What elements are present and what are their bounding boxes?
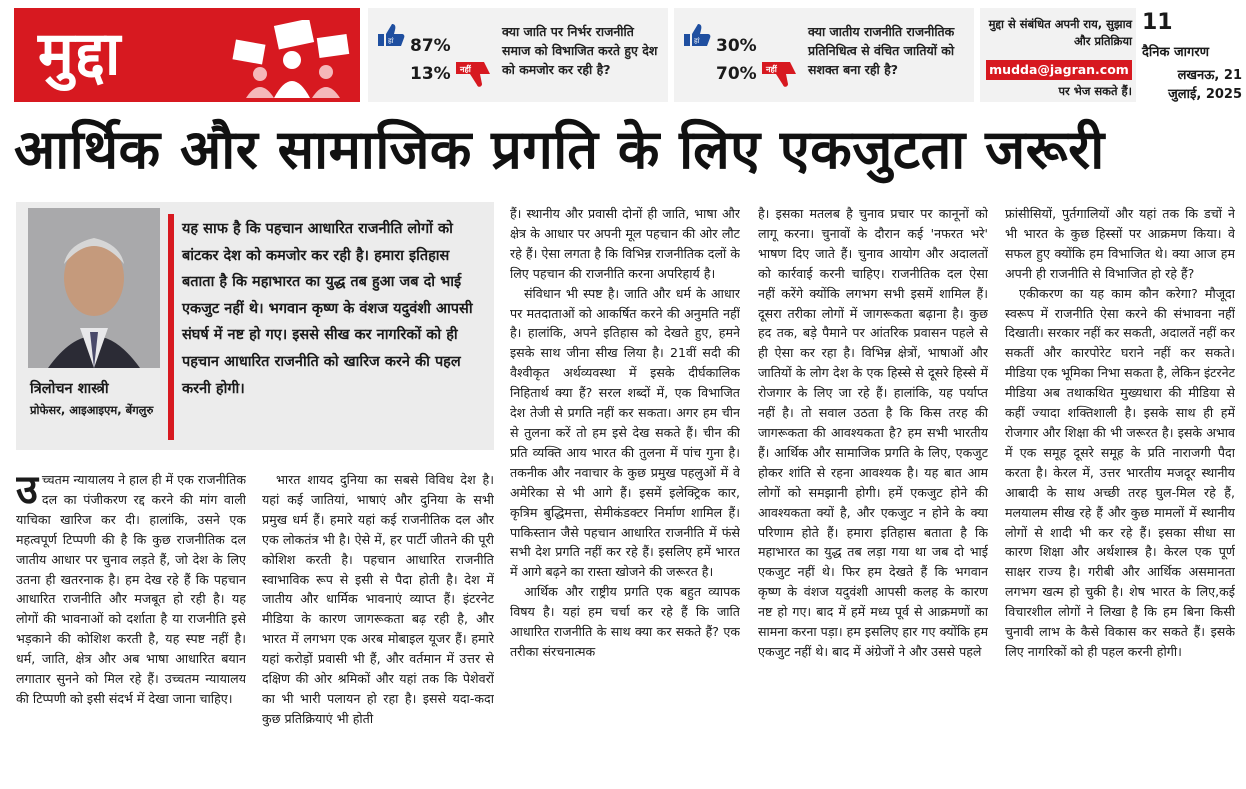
author-photo <box>28 208 160 368</box>
contact-suffix: पर भेज सकते हैं। <box>1058 84 1132 98</box>
author-name: त्रिलोचन शास्त्री <box>30 381 109 397</box>
author-role: प्रोफेसर, आइआइएम, बेंगलुरु <box>30 403 154 417</box>
poll1-no-label: नहीं <box>460 65 471 74</box>
pull-quote: यह साफ है कि पहचान आधारित राजनीति लोगों को बांटकर देश को कमजोर कर रही है। हमारा इतिहास बताता है कि महाभारत का युद्ध तब हुआ जब दो भाई एकजुट नहीं थे। भगवान कृष्ण के वंशज यदुवंशी आपसी संघर्ष में नष्ट हो गए। इससे सीख कर नागरिकों को ही पहचान आधारित राजनीति को खारिज करने की पहल करनी होगी। <box>182 221 473 397</box>
paragraph: है। इसका मतलब है चुनाव प्रचार पर कानूनों को लागू करना। चुनावों के दौरान कई 'नफरत भरे' भाषण दिए जाते हैं। चुनाव आयोग और अदालतों को कार्रवाई करनी चाहिए। राजनीतिक दल ऐसा नहीं करेंगे क्योंकि लगभग सभी इसमें शामिल हैं। दूसरा तरीका लोगों में जागरूकता बढ़ाना है। कुछ हद तक, बड़े पैमाने पर आंतरिक प्रवासन पहले से ही ऐसा कर रहा है। विभिन्न क्षेत्रों, भाषाओं और जातियों के लोग देश के एक हिस्से से दूसरे हिस्से में रोजगार के लिए जा रहे हैं। हालांकि, यह पर्याप्त नहीं है। तो सवाल उठता है कि किस तरह की जागरूकता की आवश्यकता है? हम सभी भारतीय हैं। आर्थिक और सामाजिक प्रगति के लिए, एकजुट होकर शांति से रहना आवश्यक है। यह बात आम लोगों को समझानी होगी। हमें एकजुट होने की आवश्यकता क्यों है, और एकजुट न होने के क्या परिणाम होते हैं। हमारा इतिहास बताता है कि महाभारत का युद्ध तब लड़ा गया था जब दो भाई एकजुट नहीं थे। फिर हम देखते हैं कि भगवान कृष्ण के वंशज यदुवंशी आपसी कलह के कारण नष्ट हो गए। बाद में हमें मध्य पूर्व से आक्रमणों का सामना करना पड़ा। हम इसलिए हार गए क्योंकि हम एकजुट नहीं थे। बाद में अंग्रेजों ने और उससे पहले <box>758 206 988 659</box>
contact-email[interactable]: mudda@jagran.com <box>986 60 1132 80</box>
article-column-3 <box>510 204 740 784</box>
dateline: लखनऊ, 21 जुलाई, 2025 <box>1168 68 1242 102</box>
paragraph: संविधान भी स्पष्ट है। जाति और धर्म के आधार पर मतदाताओं को आकर्षित करने की अनुमति नहीं है। हालांकि, अपने इतिहास को देखते हुए, हमने इसके साथ जीना सीख लिया है। 21वीं सदी की वैश्वीकृत अर्थव्यवस्था में इसके दीर्घकालिक निहितार्थ क्या हैं? सरल शब्दों में, एक विभाजित देश तेजी से प्रगति नहीं कर सकता। अगर हम चीन से तुलना करें तो हम इसे देख सकते हैं। चीन की प्रति व्यक्ति आय भारत की तुलना में पांच गुना है। तकनीक और नवाचार के कुछ प्रमुख पहलुओं में वे अमेरिका से भी आगे हैं। इसमें इलेक्ट्रिक कार, कृत्रिम बुद्धिमत्ता, सेमीकंडक्टर निर्माण शामिल हैं। पाकिस्तान जैसे पहचान आधारित राजनीति में फंसे सभी देश प्रगति नहीं कर रहे हैं। इसलिए हमें भारत में आगे बढ़ने का रास्ता खोजने की जरूरत है। <box>510 285 740 580</box>
poll-box-1 <box>368 8 668 102</box>
paragraph: भारत शायद दुनिया का सबसे विविध देश है। यहां कई जातियां, भाषाएं और दुनिया के सभी प्रमुख धर्म हैं। हमारे यहां कई राजनीतिक दल और एक लोकतंत्र भी है। ऐसे में, हर पार्टी जीतने की पूरी कोशिश करती है। पहचान आधारित राजनीति स्वाभाविक रूप से इसी से पैदा होती है। देश में जातीय और धार्मिक भावनाएं व्याप्त हैं। इंटरनेट मीडिया के कारण जागरूकता बढ़ रही है, और भारत में लगभग एक अरब मोबाइल यूजर हैं। हमारे यहां करोड़ों प्रवासी भी हैं, और वर्तमान में उत्तर से दक्षिण की ओर श्रमिकों और यहां तक कि पेशेवरों का भी भारी पलायन हो रहा है। इससे यदा-कदा कुछ प्रतिक्रियाएं भी होती <box>262 472 494 726</box>
thumbs-down-icon <box>454 58 494 90</box>
article-column-1 <box>16 470 246 782</box>
poll2-yes-label: हां <box>694 37 700 45</box>
newspaper-name: दैनिक जागरण <box>1142 45 1210 60</box>
poll2-yes-percent: 30% <box>716 36 757 56</box>
thumbs-down-icon <box>760 58 800 90</box>
author-quote-box <box>16 202 494 450</box>
article-column-4 <box>758 204 988 784</box>
paragraph: एकीकरण का यह काम कौन करेगा? मौजूदा स्वरूप में राजनीति ऐसा करने की संभावना नहीं दिखाती। सरकार नहीं कर सकती, अदालतें नहीं कर सकतीं और कारपोरेट घराने नहीं कर सकते। मीडिया एक भूमिका निभा सकता है, लेकिन इंटरनेट मीडिया अब तथाकथित मुख्यधारा की मीडिया से कहीं ज्यादा शक्तिशाली है। इसके साथ ही हमें रोजगार और शिक्षा की भी जरूरत है। इसके अभाव में एक समूह दूसरे समूह के प्रति नाराजगी पैदा करता है। केरल में, उत्तर भारतीय मजदूर स्थानीय आबादी के साथ अच्छी तरह घुल-मिल रहे हैं, मलयालम सीख रहे हैं और कुछ मामलों में स्थानीय लोगों से शादी भी कर रहे हैं। इसका सीधा सा कारण शिक्षा और अर्थशास्त्र है। केरल एक पूर्ण साक्षर राज्य है। गरीबी और आर्थिक असमानता लगभग खत्म हो चुकी है। शेष भारत के लिए,कई विचारशील लोगों ने लिखा है कि हम बिना किसी चुनावी लाभ के कैसे विकास कर सकते हैं। इसके लिए नागरिकों को ही पहल करनी होगी। <box>1005 285 1235 659</box>
poll1-yes-label: हां <box>388 37 394 45</box>
paragraph: हैं। स्थानीय और प्रवासी दोनों ही जाति, भाषा और क्षेत्र के आधार पर अपनी मूल पहचान की ओर लौट रहे हैं। ऐसा लगता है कि विभिन्न राजनीतिक दलों के लिए पहचान की राजनीति करना अपरिहार्य है। <box>510 206 740 281</box>
quote-divider <box>168 214 174 440</box>
article-column-2 <box>262 470 494 782</box>
page-header <box>0 0 1246 108</box>
date-block <box>1142 8 1242 102</box>
article-headline: आर्थिक और सामाजिक प्रगति के लिए एकजुटता जरूरी <box>14 118 1105 181</box>
article-column-5 <box>1005 204 1235 784</box>
contact-box <box>980 8 1136 102</box>
section-title: मुद्दा <box>38 19 123 89</box>
poll2-no-percent: 70% <box>716 64 757 84</box>
contact-prompt: मुद्दा से संबंधित अपनी राय, सुझाव और प्रतिक्रिया <box>988 17 1132 48</box>
poll2-no-label: नहीं <box>766 65 777 74</box>
paragraph: च्चतम न्यायालय ने हाल ही में एक राजनीतिक दल का पंजीकरण रद्द करने की मांग वाली याचिका खारिज कर दी। हालांकि, उसने एक महत्वपूर्ण टिप्पणी की है कि कुछ राजनीतिक दल जातीय आधार पर चुनाव लड़ते हैं, जो देश के लिए उतना ही खतरनाक है। हम देख रहे हैं कि पहचान आधारित राजनीति और मजबूत हो रही है। यह लोगों की भावनाओं को दर्शाता है या राजनीति इसे भड़काने की कोशिश करती है, यह स्पष्ट नहीं है। धर्म, जाति, क्षेत्र और अब भाषा आधारित बयान लगातार सुनने को मिल रहे हैं। उच्चतम न्यायालय की टिप्पणी को इसी संदर्भ में देखा जाना चाहिए। <box>16 472 246 706</box>
page-number: 11 <box>1142 10 1173 35</box>
poll1-yes-percent: 87% <box>410 36 451 56</box>
protest-figures-icon <box>232 20 352 98</box>
author-portrait-icon <box>28 208 160 368</box>
poll1-no-percent: 13% <box>410 64 451 84</box>
poll1-question: क्या जाति पर निर्भर राजनीति समाज को विभाजित करते हुए देश को कमजोर कर रही है? <box>502 24 658 77</box>
thumbs-up-icon <box>682 22 712 48</box>
drop-cap: उ <box>16 470 38 513</box>
paragraph: फ्रांसीसियों, पुर्तगालियों और यहां तक कि डचों ने भी भारत के कुछ हिस्सों पर आक्रमण किया। वे सफल हुए क्योंकि हम विभाजित थे। क्या आज हम अपनी ही राजनीति से विभाजित हो रहे हैं? <box>1005 206 1235 281</box>
thumbs-up-icon <box>376 22 406 48</box>
section-logo <box>14 8 360 102</box>
poll2-question: क्या जातीय राजनीति राजनीतिक प्रतिनिधित्व से वंचित जातियों को सशक्त बना रही है? <box>808 24 955 77</box>
paragraph: आर्थिक और राष्ट्रीय प्रगति एक बहुत व्यापक विषय है। यहां हम चर्चा कर रहे हैं कि जाति आधारित राजनीति के साथ क्या कर सकते हैं? एक तरीका संरचनात्मक <box>510 584 740 659</box>
poll-box-2 <box>674 8 974 102</box>
